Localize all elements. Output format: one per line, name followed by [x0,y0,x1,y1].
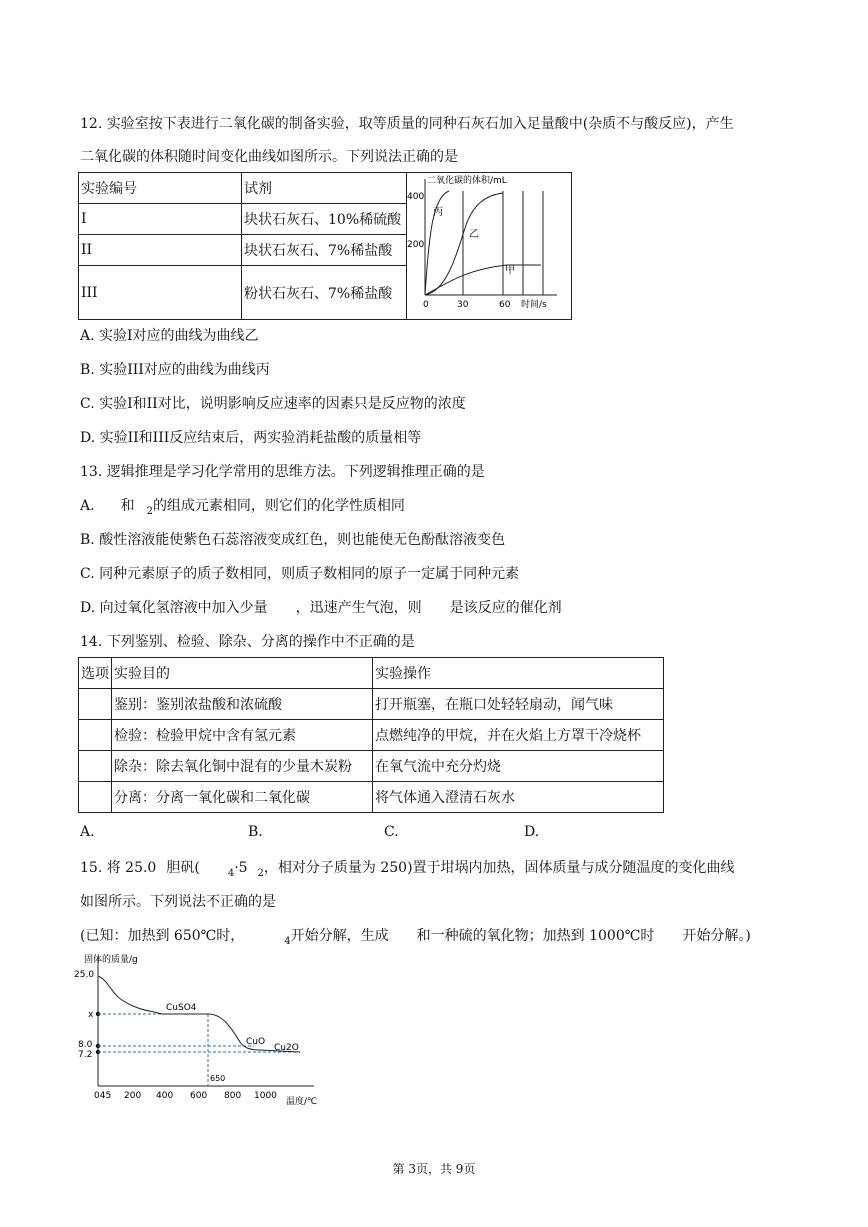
q12-table [78,172,572,320]
q15-label-cuso4: CuSO4 [166,1003,197,1013]
q15-ytick-25: 25.0 [74,970,95,980]
q14-row3-option [79,751,112,782]
q14-row1-purpose: 鉴别：鉴别浓盐酸和浓硫酸 [112,689,373,720]
q12-ytick-400: 400 [407,192,425,202]
q12-stem-line1: 12. 实验室按下表进行二氧化碳的制备实验，取等质量的同种石灰石加入足量酸中(杂质不与酸反应)，产生 [80,116,734,132]
q13-option-c: C. 同种元素原子的质子数相同，则质子数相同的原子一定属于同种元素 [80,566,520,582]
q15-xtick-200: 200 [124,1091,142,1101]
q12-ylabel: 二氧化碳的体积/mL [427,176,507,186]
q14-stem: 14. 下列鉴别、检验、除杂、分离的操作中不正确的是 [80,634,415,650]
q12-curve-slow [425,265,541,295]
q15-label-cu2o: Cu2O [274,1043,299,1053]
q15-ytick-x: x [88,1010,94,1020]
q12-row3-number: III [79,266,242,320]
q14-row4-option [79,782,112,813]
q14-table [78,657,664,813]
page-footer: 第 3页，共 9页 [392,1162,476,1176]
q15-xtick-1000: 1000 [254,1091,277,1101]
q13-option-b: B. 酸性溶液能使紫色石蕊溶液变成红色，则也能使无色酚酞溶液变色 [80,532,506,548]
q14-row3-operation: 在氧气流中充分灼烧 [373,751,664,782]
q14-option-b: B. [248,824,263,840]
q12-graph [407,173,571,315]
q14-head-operation: 实验操作 [373,658,664,689]
q12-curve-label-3: 甲 [505,265,515,276]
q14-head-purpose: 实验目的 [112,658,373,689]
q12-xtick-60: 60 [499,300,511,310]
q12-curve-label-1: 丙 [433,207,443,218]
q15-mark-650: 650 [210,1074,226,1083]
q12-graph-cell [407,173,572,320]
q12-row1-number: I [79,204,242,235]
q15-ytick-7: 7.2 [78,1050,93,1060]
q15-label-cuo: CuO [246,1037,266,1047]
q15-stem-line1: 15. 将 25.0 胆矾( $_4$·5 $_2$，相对分子质量为 250)置于坩埚内加热，固体质量与成分随温度的变化曲线 [80,860,735,879]
q15-ylabel: 固体的质量/g [84,955,138,965]
q12-option-d: D. 实验II和III反应结束后，两实验消耗盐酸的质量相等 [80,430,422,446]
q15-xtick-0: 045 [94,1091,112,1101]
q12-head-number: 实验编号 [79,173,242,204]
q13-option-d: D. 向过氧化氢溶液中加入少量 ，迅速产生气泡，则 是该反应的催化剂 [80,600,562,616]
q14-row4-purpose: 分离：分离一氧化碳和二氧化碳 [112,782,373,813]
q12-option-c: C. 实验I和II对比，说明影响反应速率的因素只是反应物的浓度 [80,396,466,412]
q14-row1-operation: 打开瓶塞，在瓶口处轻轻扇动，闻气味 [373,689,664,720]
q15-stem-line2: 如图所示。下列说法不正确的是 [80,894,276,910]
q13-option-a: A. 和 $_2$的组成元素相同，则它们的化学性质相同 [80,498,405,517]
q14-option-a: A. [80,824,95,840]
q14-row3-purpose: 除杂：除去氧化铜中混有的少量木炭粉 [112,751,373,782]
q12-row3-reagent: 粉状石灰石、7%稀盐酸 [242,266,407,320]
q15-xtick-400: 400 [156,1091,174,1101]
q15-xtick-800: 800 [224,1091,242,1101]
q12-row2-reagent: 块状石灰石、7%稀盐酸 [242,235,407,266]
q12-xtick-30: 30 [457,300,469,310]
q12-ytick-200: 200 [407,240,425,250]
q14-option-d: D. [524,824,540,840]
q13-stem: 13. 逻辑推理是学习化学常用的思维方法。下列逻辑推理正确的是 [80,464,485,480]
q15-known-line: (已知：加热到 650℃时， $_4$开始分解，生成 和一种硫的氧化物；加热到 1000℃时 开始分解。) [80,928,751,947]
q12-curve-label-2: 乙 [469,229,479,240]
q15-xlabel: 温度/℃ [286,1097,318,1107]
q14-option-c: C. [384,824,399,840]
q14-row2-purpose: 检验：检验甲烷中含有氢元素 [112,720,373,751]
q12-head-reagent: 试剂 [242,173,407,204]
q14-row2-operation: 点燃纯净的甲烷，并在火焰上方罩干冷烧杯 [373,720,664,751]
q12-row2-number: II [79,235,242,266]
q14-head-option: 选项 [79,658,112,689]
q15-xtick-600: 600 [190,1091,208,1101]
q12-stem-line2: 二氧化碳的体积随时间变化曲线如图所示。下列说法正确的是 [80,149,458,165]
q14-row4-operation: 将气体通入澄清石灰水 [373,782,664,813]
q15-graph [74,950,334,1110]
q12-option-b: B. 实验III对应的曲线为曲线丙 [80,362,270,378]
q14-row2-option [79,720,112,751]
q12-option-a: A. 实验I对应的曲线为曲线乙 [80,328,259,344]
q12-xtick-0: 0 [423,300,429,310]
q12-row1-reagent: 块状石灰石、10%稀硫酸 [242,204,407,235]
q12-xlabel: 时间/s [521,300,547,310]
q14-row1-option [79,689,112,720]
q15-ytick-8: 8.0 [78,1040,93,1050]
